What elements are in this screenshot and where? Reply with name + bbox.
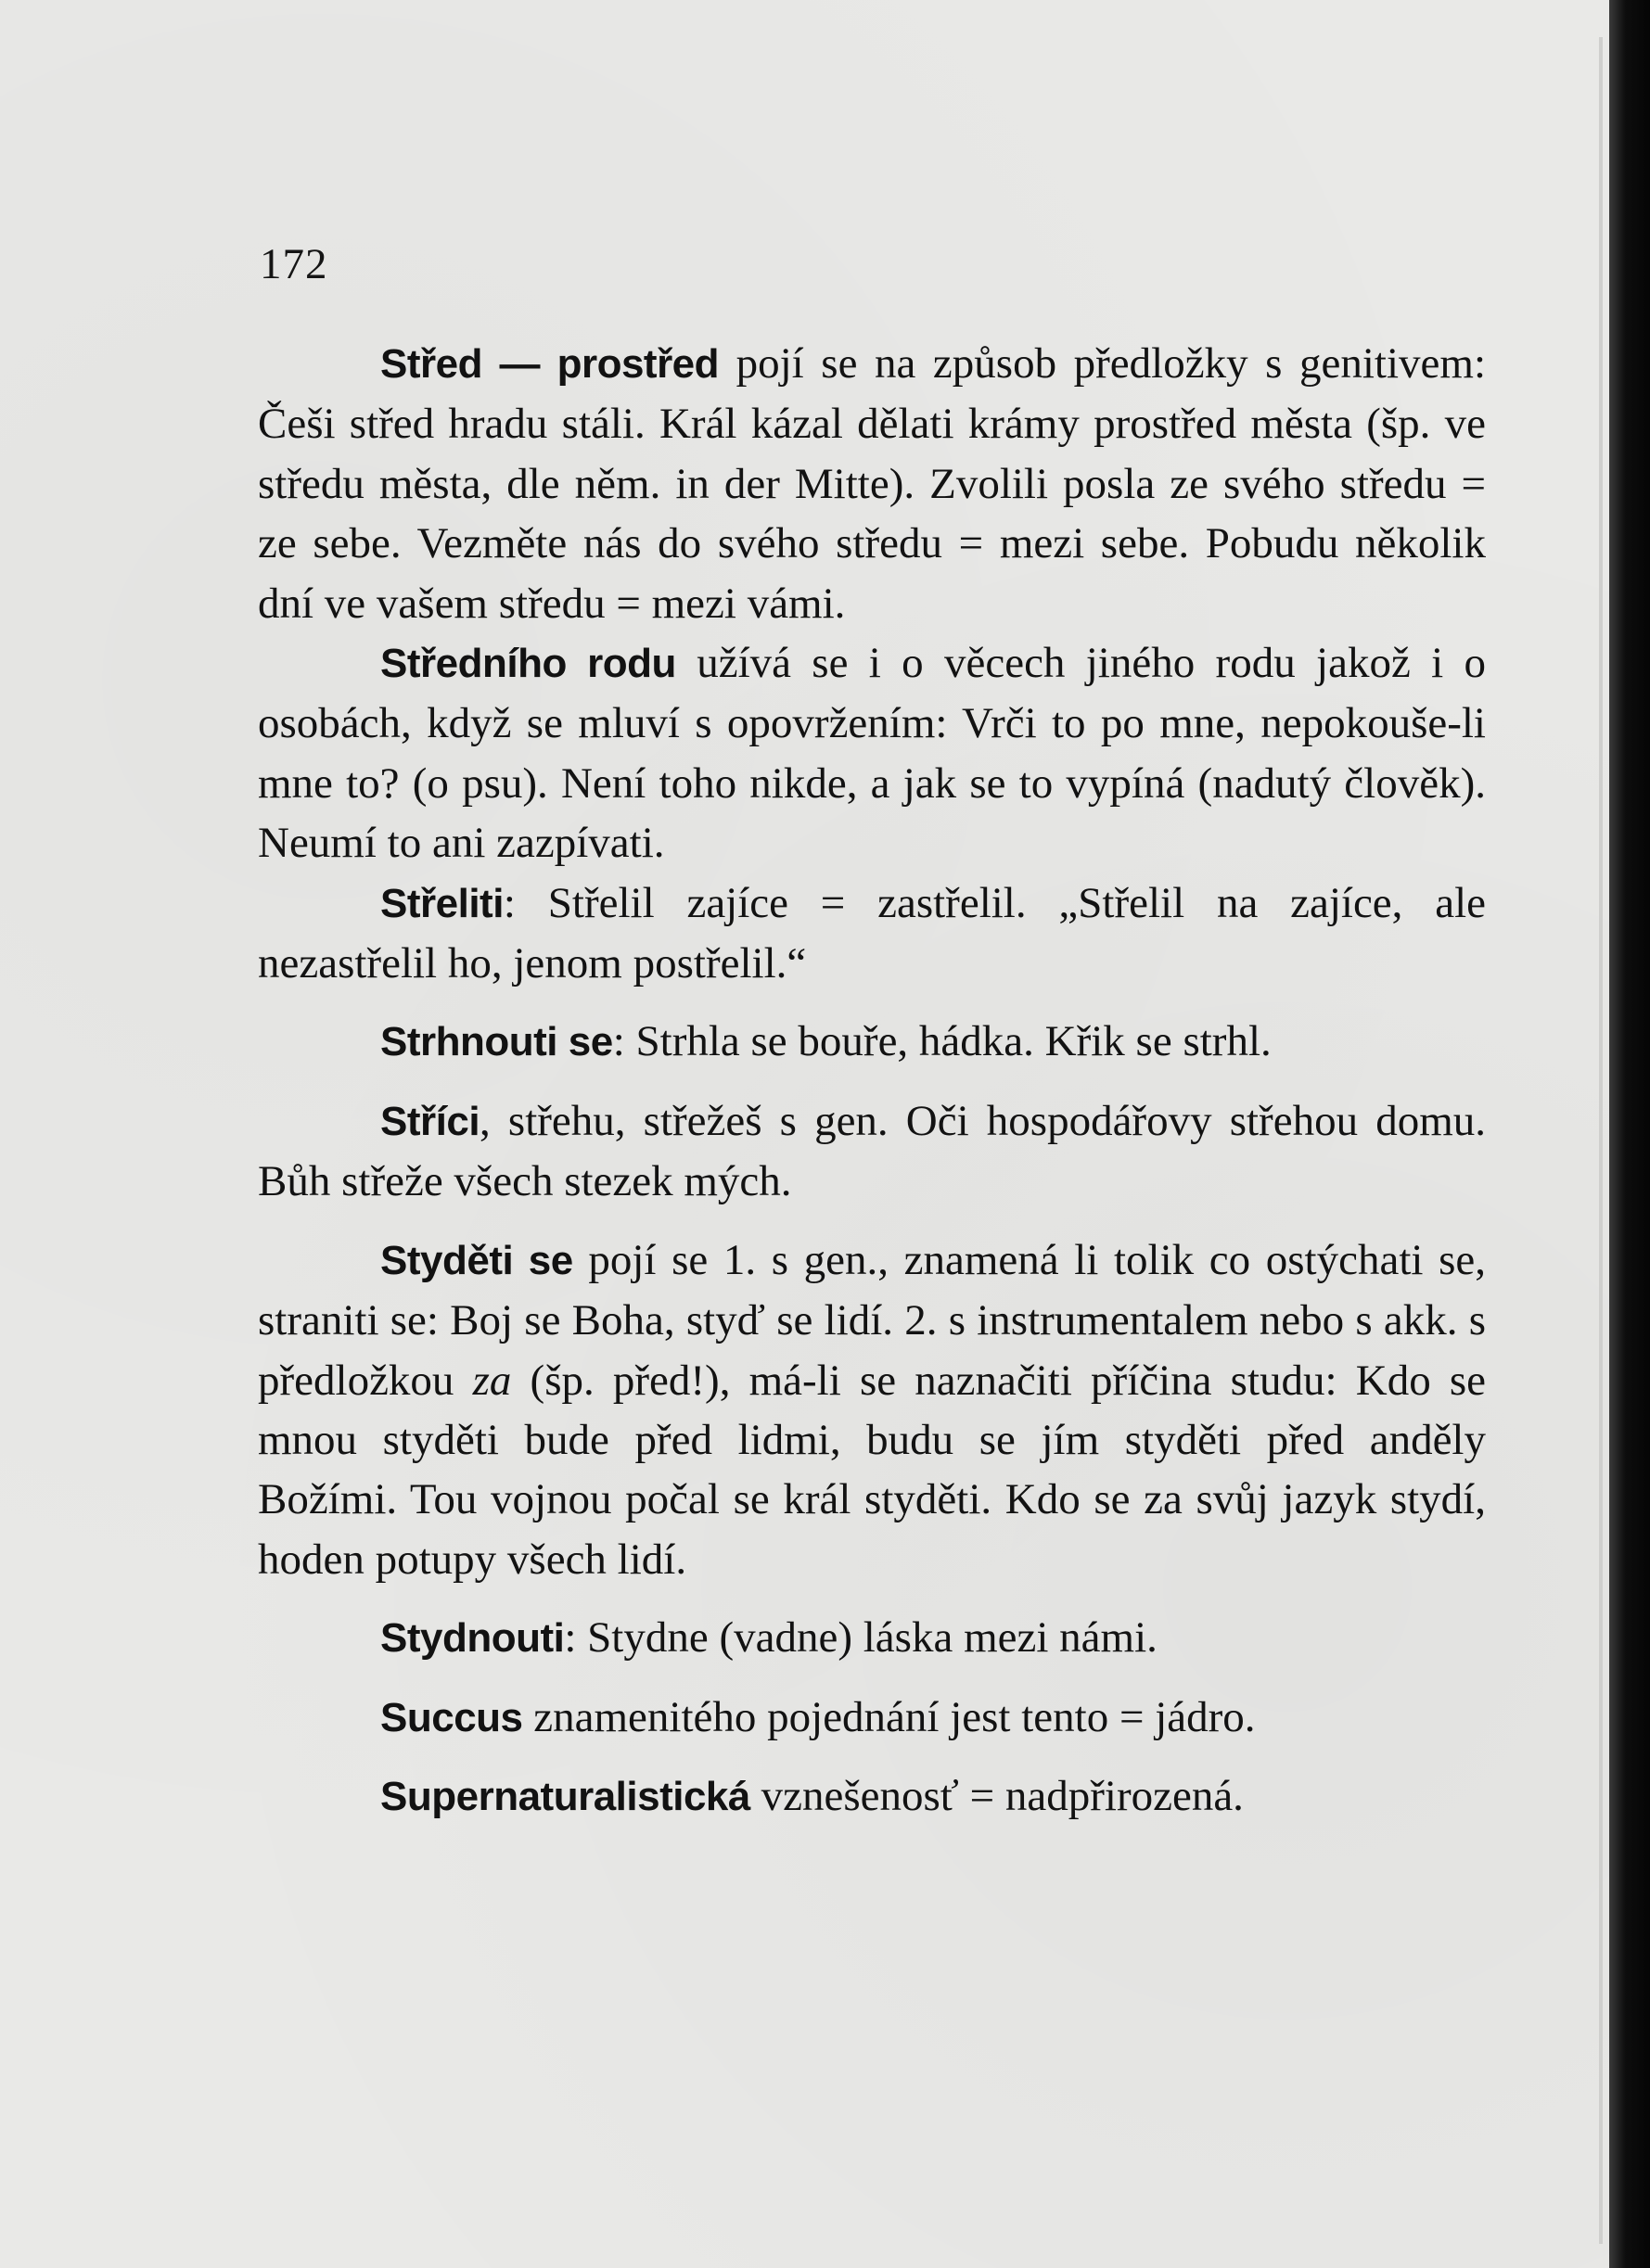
entry-text: pojí se na způsob předložky s genitivem: Češi střed hradu stáli. Král kázal dělati krámy prostřed města (šp. ve středu města, dle něm. in der Mitte). Zvolili posla ze svého středu = ze sebe. Vezměte nás do svého středu = mezi sebe. Pobudu několik dní ve vašem středu = mezi vámi. <box>258 339 1486 628</box>
dictionary-text <box>258 334 1486 1827</box>
entry-headword: Stříci <box>380 1098 480 1144</box>
entry-3 <box>258 873 1486 994</box>
entry-headword: Styděti se <box>380 1237 573 1283</box>
entry-text: , střehu, střežeš s gen. Oči hospodářovy střehou domu. Bůh střeže všech stezek mých. <box>258 1096 1486 1206</box>
entry-5 <box>258 1091 1486 1212</box>
entry-text: užívá se i o věcech jiného rodu jakož i o osobách, když se mluví s opovržením: Vrči to po mne, nepokouše-li mne to? (o psu). Není toho nikde, a jak se to vypíná (nadutý člověk). Neumí to ani zazpívati. <box>258 639 1486 868</box>
page-number: 172 <box>260 240 328 288</box>
entry-headword: prostřed <box>556 341 720 387</box>
entry-text: : Stydne (vadne) láska mezi námi. <box>564 1613 1158 1663</box>
entry-headword: — <box>481 341 557 387</box>
entry-8 <box>258 1688 1486 1748</box>
entry-text: : Strhla se bouře, hádka. Křik se strhl. <box>612 1017 1272 1066</box>
entry-text: pojí se 1. s gen., znamená li tolik co ostýchati se, straniti se: Boj se Boha, styď se lidí. 2. s instrumentalem nebo s akk. s předložkou <box>258 1235 1486 1405</box>
entry-headword: Střeliti <box>380 880 504 926</box>
entry-4 <box>258 1012 1486 1072</box>
entry-1 <box>258 334 1486 633</box>
scan-dark-edge <box>1609 0 1650 2268</box>
entry-headword: Strhnouti se <box>380 1019 613 1065</box>
entry-headword: Supernaturalistická <box>380 1773 750 1819</box>
entry-text: : Střelil zajíce = zastřelil. „Střelil na zajíce, ale nezastřelil ho, jenom postřelil.“ <box>258 878 1486 988</box>
entry-2 <box>258 633 1486 873</box>
entry-6 <box>258 1230 1486 1589</box>
entry-text: za <box>472 1356 512 1405</box>
entry-headword: Středního rodu <box>380 641 676 687</box>
entry-text: znamenitého pojednání jest tento = jádro. <box>522 1692 1256 1741</box>
page-edge-line <box>1599 37 1603 2244</box>
entry-headword: Stydnouti <box>380 1615 565 1662</box>
entry-9 <box>258 1766 1486 1827</box>
entry-text: vznešenosť = nadpřirozená. <box>749 1771 1244 1820</box>
entry-text: (šp. před!), má-li se naznačiti příčina studu: Kdo se mnou styděti bude před lidmi, budu se jím styděti před anděly Božími. Tou vojnou počal se král styděti. Kdo se za svůj jazyk stydí, hoden potupy všech lidí. <box>258 1356 1486 1584</box>
entry-headword: Střed <box>380 341 482 387</box>
entry-headword: Succus <box>380 1694 523 1740</box>
entry-7 <box>258 1608 1486 1668</box>
